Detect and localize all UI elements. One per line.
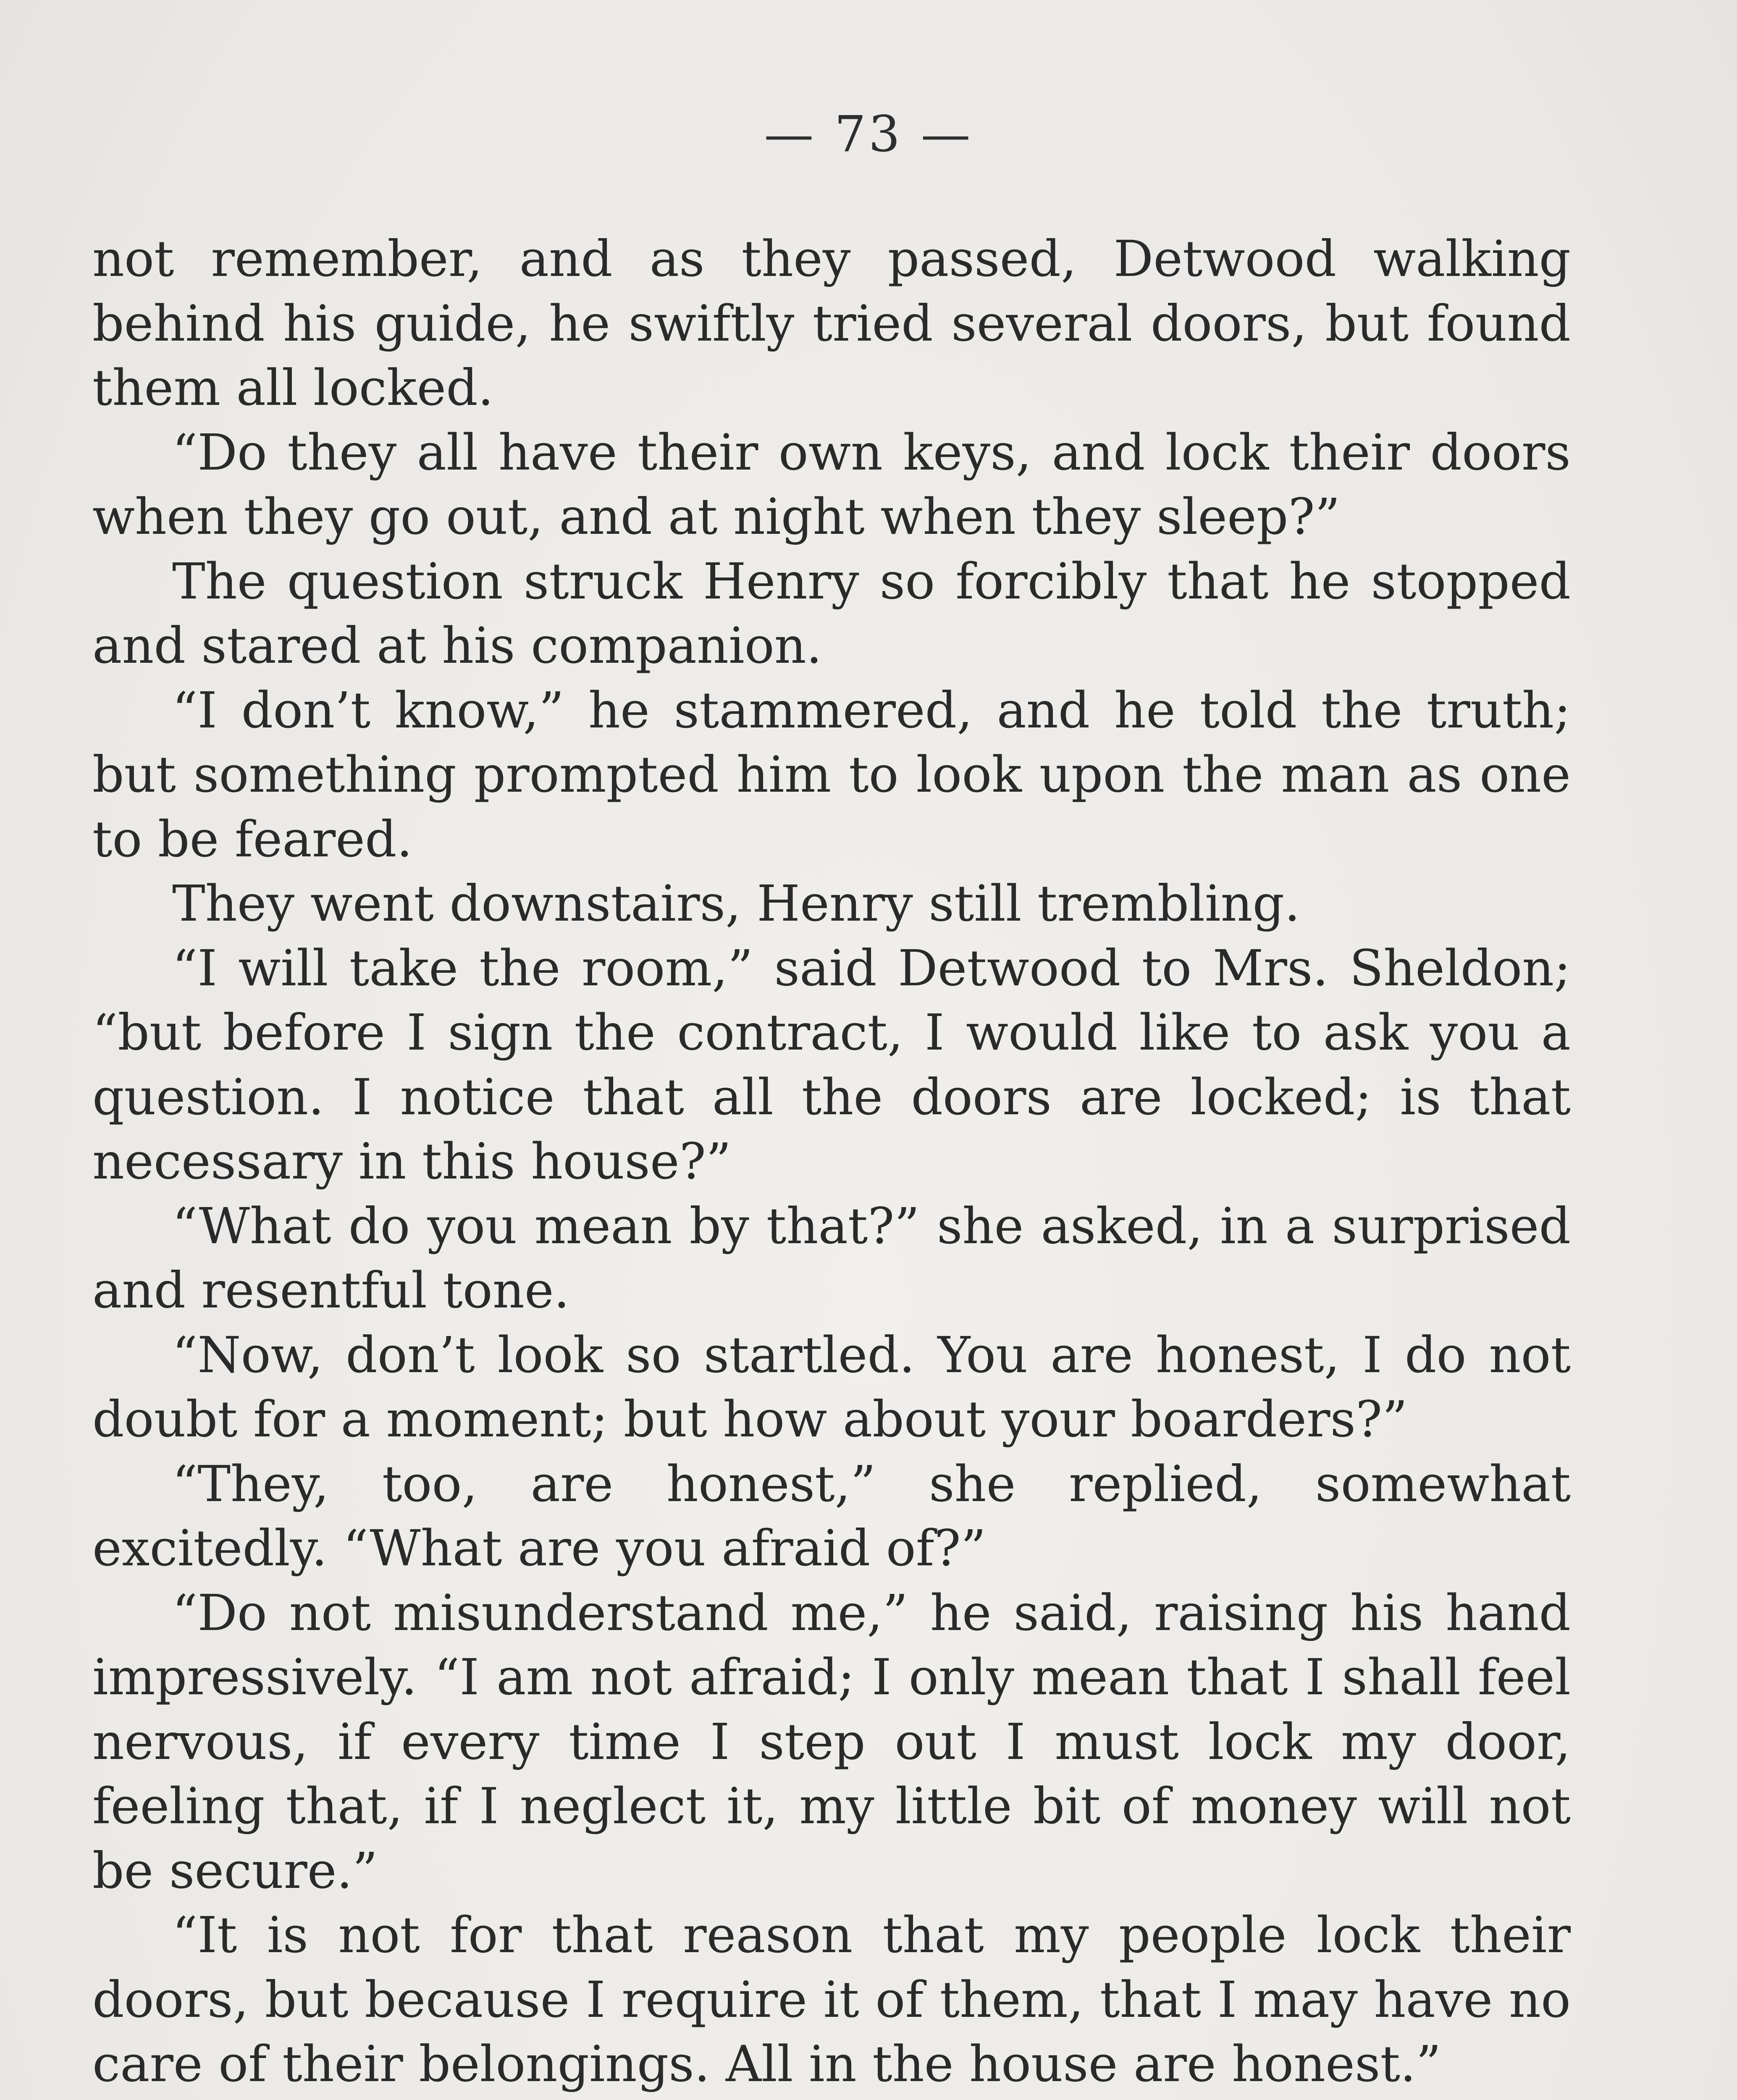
paragraph: “I will take the room,” said Detwood to Mrs. Sheldon; “but before I sign the contract, I would like to ask you a question. I notice that all the doors are locked; is that necessary in this house?” bbox=[92, 939, 1571, 1190]
paragraph: “It is not for that reason that my people lock their doors, but because I require it of them, that I may have no care of their belongings. All in the house are honest.” bbox=[92, 1906, 1571, 2093]
paragraph: “Now, don’t look so startled. You are honest, I do not doubt for a moment; but how about your boarders?” bbox=[92, 1326, 1571, 1448]
paragraph: The question struck Henry so forcibly that he stopped and stared at his companion. bbox=[92, 552, 1571, 675]
paragraph: “Do they all have their own keys, and lock their doors when they go out, and at night when they sleep?” bbox=[92, 423, 1571, 546]
paragraph: “They, too, are honest,” she replied, somewhat excitedly. “What are you afraid of?” bbox=[92, 1454, 1571, 1577]
page-number: — 73 — bbox=[764, 105, 973, 163]
paragraph: “What do you mean by that?” she asked, in a surprised and resentful tone. bbox=[92, 1197, 1571, 1319]
paragraph: “Do not misunderstand me,” he said, raising his hand impressively. “I am not afraid; I only mean that I shall feel nervous, if every time I step out I must lock my door, feeling that, if I neglect it, my little bit of money will not be secure.” bbox=[92, 1583, 1571, 1900]
paragraph: They went downstairs, Henry still trembling. bbox=[172, 874, 1300, 932]
body-text bbox=[92, 227, 1571, 2100]
paragraph: not remember, and as they passed, Detwood walking behind his guide, he swiftly tried several doors, but found them all locked. bbox=[92, 230, 1571, 417]
paragraph: “I don’t know,” he stammered, and he told the truth; but something prompted him to look upon the man as one to be feared. bbox=[92, 681, 1571, 868]
paragraph bbox=[92, 2097, 1571, 2100]
